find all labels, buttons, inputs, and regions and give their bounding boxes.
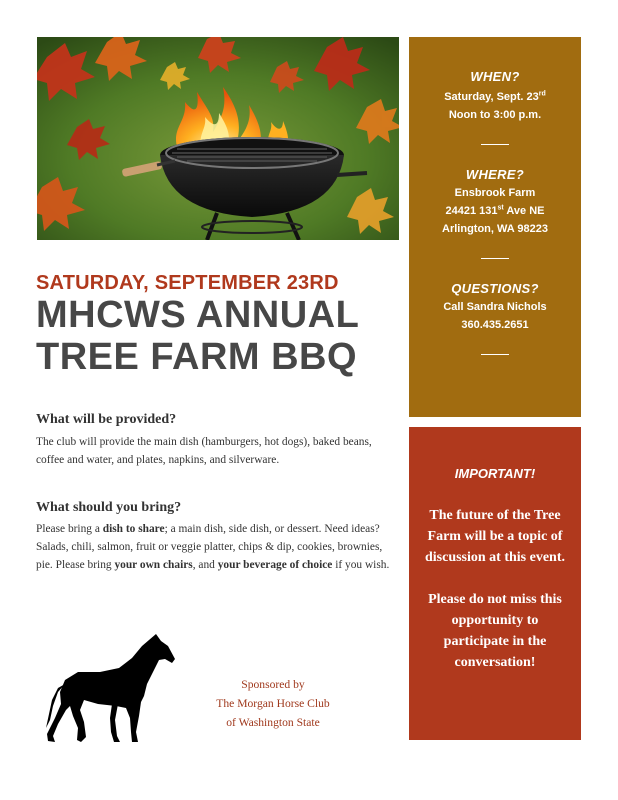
bring-text-1: Please bring a xyxy=(36,523,103,535)
sponsor-line-3: of Washington State xyxy=(226,716,320,729)
bring-bold-beverage: your beverage of choice xyxy=(217,559,333,571)
bring-text-2: ; a main dish, side dish, or dessert. Need ideas? Salads, chili, salmon, fruit or veggie platter, chips & dip, cookies, brownies, pie. Please bring xyxy=(36,523,383,571)
bbq-grill-photo xyxy=(37,37,399,240)
where-street-suffix: st xyxy=(497,204,504,212)
important-notice-box xyxy=(409,427,581,740)
morgan-horse-silhouette xyxy=(44,632,179,747)
when-time: Noon to 3:00 p.m. xyxy=(448,109,542,121)
bring-text-4: if you wish. xyxy=(332,559,390,571)
event-date-heading: SATURDAY, SEPTEMBER 23RD xyxy=(36,272,339,294)
bring-bold-chairs: your own chairs xyxy=(114,559,193,571)
bring-bold-dish: dish to share xyxy=(102,523,165,535)
questions-contact: Call Sandra Nichols xyxy=(443,301,547,313)
event-title-line-1: MHCWS ANNUAL xyxy=(36,294,360,336)
event-title-line-2: TREE FARM BBQ xyxy=(36,336,358,378)
sponsor-line-1: Sponsored by xyxy=(241,678,305,691)
bring-text-3: , and xyxy=(192,559,218,571)
where-city: Arlington, WA 98223 xyxy=(442,223,548,235)
where-heading: WHERE? xyxy=(465,167,525,182)
where-name: Ensbrook Farm xyxy=(454,187,536,199)
where-street xyxy=(409,202,581,220)
provided-body: The club will provide the main dish (hamburgers, hot dogs), baked beans, coffee and water, and plates, napkins, and silverware. xyxy=(36,436,372,466)
when-date-text: Saturday, Sept. 23 xyxy=(444,91,539,103)
sponsor-credit xyxy=(198,675,348,732)
bring-body xyxy=(36,520,396,574)
event-details-box xyxy=(409,37,581,417)
divider xyxy=(481,144,509,145)
when-date xyxy=(409,88,581,106)
bring-heading: What should you bring? xyxy=(36,500,182,515)
divider xyxy=(481,354,509,355)
important-paragraph-2: Please do not miss this opportunity to participate in the conversation! xyxy=(428,592,562,670)
when-heading: WHEN? xyxy=(470,69,520,84)
where-street-number: 24421 131 xyxy=(445,205,498,217)
important-paragraph-1: The future of the Tree Farm will be a topic of discussion at this event. xyxy=(424,508,566,565)
provided-heading: What will be provided? xyxy=(36,412,177,427)
event-title xyxy=(36,294,359,378)
important-heading: IMPORTANT! xyxy=(454,466,536,481)
questions-heading: QUESTIONS? xyxy=(451,281,539,296)
when-date-suffix: rd xyxy=(538,90,546,98)
where-street-rest: Ave NE xyxy=(503,205,545,217)
divider xyxy=(481,258,509,259)
questions-phone: 360.435.2651 xyxy=(461,319,529,331)
sponsor-line-2: The Morgan Horse Club xyxy=(216,697,330,710)
